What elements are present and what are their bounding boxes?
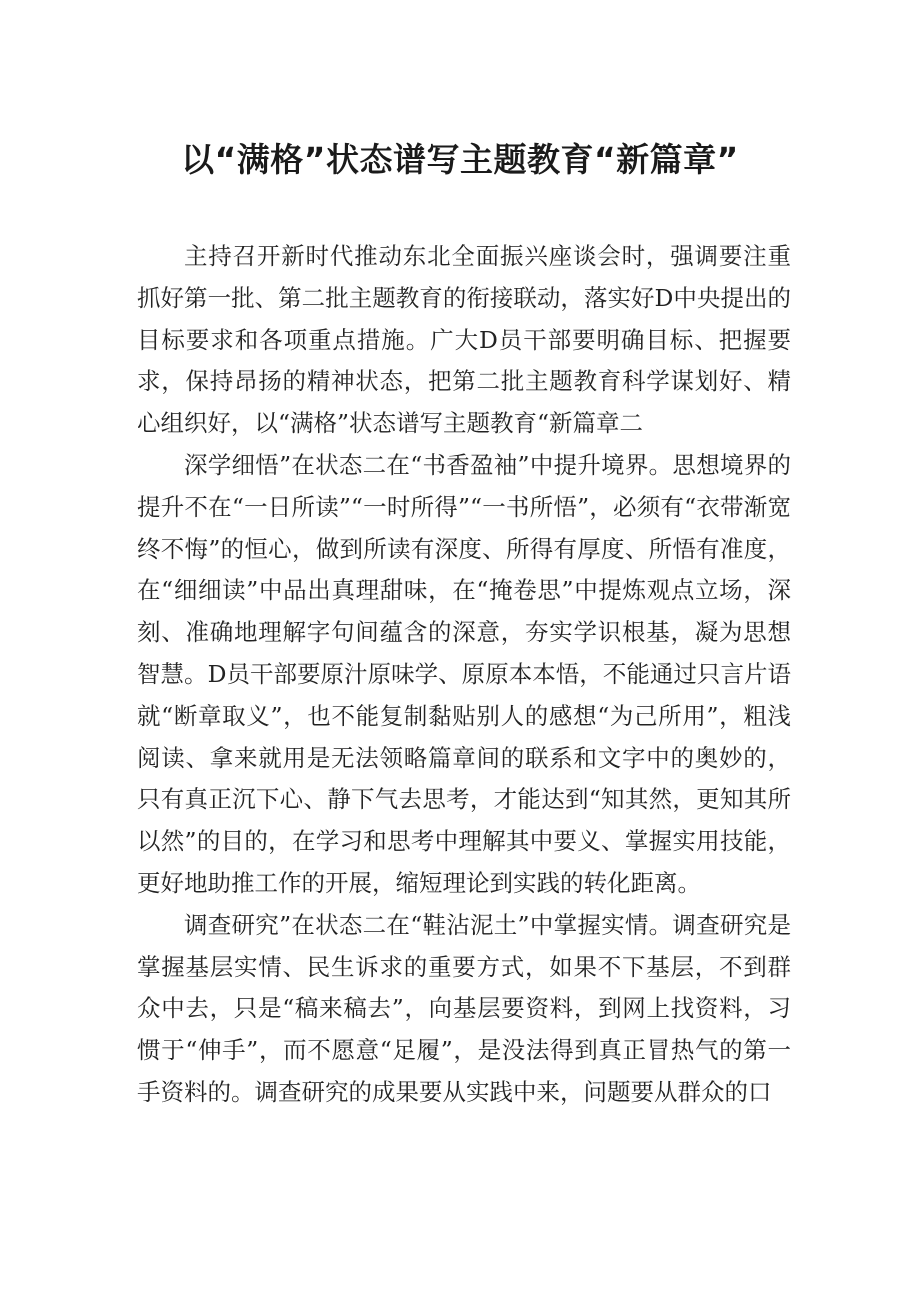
- paragraph-2: 深学细悟”在状态二在“书香盈袖”中提升境界。思想境界的提升不在“一日所读”“一时所得”“一书所悟”，必须有“衣带渐宽终不悔”的恒心，做到所读有深度、所得有厚度、所悟有准度，在“细细读”中品出真理甜味，在“掩卷思”中提炼观点立场，深刻、准确地理解字句间蕴含的深意，夯实学识根基，凝为思想智慧。D员干部要原汁原味学、原原本本悟，不能通过只言片语就“断章取义”，也不能复制黏贴别人的感想“为己所用”，粗浅阅读、拿来就用是无法领略篇章间的联系和文字中的奥妙的，只有真正沉下心、静下气去思考，才能达到“知其然，更知其所以然”的目的，在学习和思考中理解其中要义、掌握实用技能，更好地助推工作的开展，缩短理论到实践的转化距离。: [137, 450, 791, 897]
- document-body: [137, 236, 791, 1114]
- document-title: 以“满格”状态谱写主题教育“新篇章”: [181, 140, 739, 179]
- paragraph-1: 主持召开新时代推动东北全面振兴座谈会时，强调要注重抓好第一批、第二批主题教育的衔接联动，落实好D中央提出的目标要求和各项重点措施。广大D员干部要明确目标、把握要求，保持昂扬的精神状态，把第二批主题教育科学谋划好、精心组织好，以“满格”状态谱写主题教育“新篇章二: [137, 242, 791, 438]
- paragraph-3: 调查研究”在状态二在“鞋沾泥土”中掌握实情。调查研究是掌握基层实情、民生诉求的重要方式，如果不下基层，不到群众中去，只是“稿来稿去”，向基层要资料，到网上找资料，习惯于“伸手”，而不愿意“足履”，是没法得到真正冒热气的第一手资料的。调查研究的成果要从实践中来，问题要从群众的口: [137, 910, 791, 1106]
